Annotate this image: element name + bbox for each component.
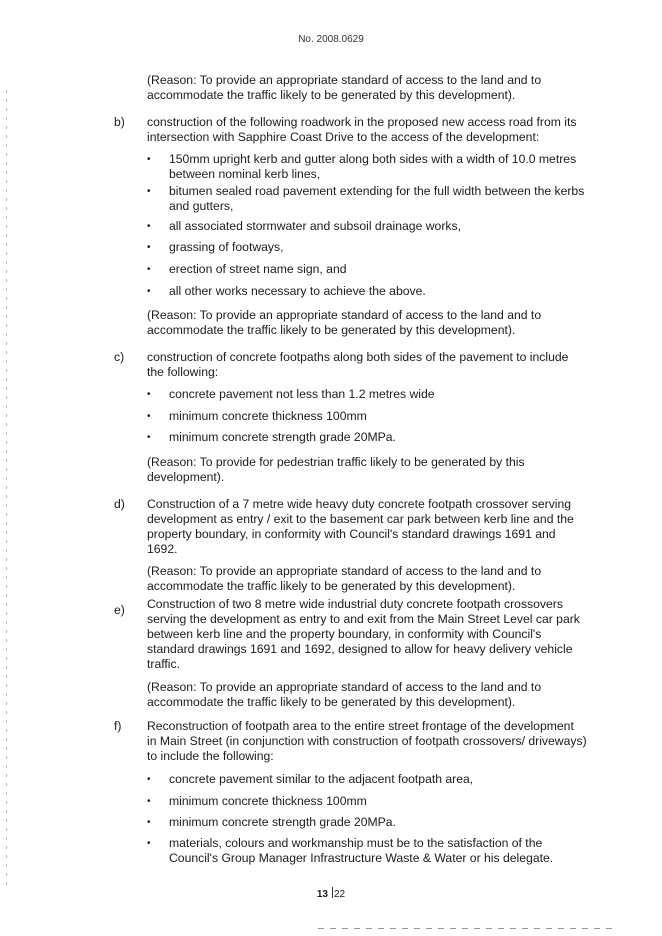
bullet-text: between nominal kerb lines, (169, 167, 321, 181)
item-d-text: property boundary, in conformity with Council's standard drawings 1691 and (147, 527, 556, 541)
item-letter-b: b) (114, 115, 125, 129)
reason-line: accommodate the traffic likely to be generated by this development). (147, 695, 516, 709)
bullet-text: and gutters, (169, 199, 234, 213)
item-b-text: intersection with Sapphire Coast Drive to the access of the development: (147, 130, 540, 144)
item-b-text: construction of the following roadwork in the proposed new access road from its (147, 115, 577, 129)
reason-line: (Reason: To provide an appropriate standard of access to the land and to (147, 564, 542, 578)
total-pages: 22 (334, 889, 346, 900)
bullet-marker: • (147, 389, 151, 400)
document-number: No. 2008.0629 (298, 34, 364, 45)
bullet-text: concrete pavement not less than 1.2 metres wide (169, 387, 435, 401)
bullet-text: concrete pavement similar to the adjacent footpath area, (169, 772, 474, 786)
item-e-text: traffic. (147, 657, 180, 671)
bullet-marker: • (147, 432, 151, 443)
item-d-text: development as entry / exit to the basement car park between kerb line and the (147, 512, 574, 526)
bullet-text: erection of street name sign, and (169, 262, 347, 276)
item-d-text: Construction of a 7 metre wide heavy duty concrete footpath crossover serving (147, 497, 572, 511)
item-letter-d: d) (114, 497, 125, 511)
reason-line: accommodate the traffic likely to be generated by this development). (147, 323, 516, 337)
item-letter-e: e) (114, 603, 125, 617)
bullet-text: all other works necessary to achieve the above. (169, 284, 426, 298)
bullet-text: grassing of footways, (169, 240, 284, 254)
reason-line: accommodate the traffic likely to be generated by this development). (147, 88, 516, 102)
scan-bottom-rule (318, 928, 618, 929)
bullet-text: minimum concrete strength grade 20MPa. (169, 430, 396, 444)
reason-line: (Reason: To provide for pedestrian traffic likely to be generated by this (147, 455, 525, 469)
item-c-text: the following: (147, 365, 219, 379)
scan-edge-line (6, 90, 7, 890)
bullet-text: minimum concrete thickness 100mm (169, 794, 367, 808)
item-e-text: standard drawings 1691 and 1692, designed to allow for heavy delivery vehicle (147, 642, 573, 656)
item-letter-c: c) (114, 350, 125, 364)
reason-line: (Reason: To provide an appropriate standard of access to the land and to (147, 308, 542, 322)
reason-line: (Reason: To provide an appropriate standard of access to the land and to (147, 680, 542, 694)
bullet-text: bitumen sealed road pavement extending for the full width between the kerbs (169, 184, 585, 198)
bullet-marker: • (147, 264, 151, 275)
item-c-text: construction of concrete footpaths along both sides of the pavement to include (147, 350, 569, 364)
bullet-marker: • (147, 154, 151, 165)
reason-line: accommodate the traffic likely to be generated by this development). (147, 579, 516, 593)
bullet-marker: • (147, 242, 151, 253)
bullet-marker: • (147, 186, 151, 197)
item-letter-f: f) (114, 719, 122, 733)
bullet-text: minimum concrete strength grade 20MPa. (169, 815, 396, 829)
bullet-marker: • (147, 286, 151, 297)
item-e-text: Construction of two 8 metre wide industrial duty concrete footpath crossovers (147, 597, 563, 611)
bullet-marker: • (147, 838, 151, 849)
item-f-text: in Main Street (in conjunction with construction of footpath crossovers/ driveways) (147, 734, 587, 748)
page-footer (0, 887, 662, 900)
bullet-marker: • (147, 221, 151, 232)
reason-line: development). (147, 470, 225, 484)
item-f-text: Reconstruction of footpath area to the entire street frontage of the development (147, 719, 574, 733)
bullet-text: Council's Group Manager Infrastructure Waste & Water or his delegate. (169, 851, 554, 865)
item-d-text: 1692. (147, 542, 178, 556)
reason-line: (Reason: To provide an appropriate standard of access to the land and to (147, 73, 542, 87)
bullet-marker: • (147, 796, 151, 807)
page-separator (332, 887, 333, 898)
item-e-text: serving the development as entry to and exit from the Main Street Level car park (147, 612, 580, 626)
item-f-text: to include the following: (147, 749, 274, 763)
current-page-number: 13 (316, 889, 328, 900)
item-e-text: between kerb line and the property boundary, in conformity with Council's (147, 627, 542, 641)
bullet-marker: • (147, 411, 151, 422)
bullet-marker: • (147, 817, 151, 828)
bullet-text: all associated stormwater and subsoil drainage works, (169, 219, 461, 233)
bullet-text: 150mm upright kerb and gutter along both sides with a width of 10.0 metres (169, 152, 577, 166)
bullet-marker: • (147, 774, 151, 785)
bullet-text: materials, colours and workmanship must be to the satisfaction of the (169, 836, 543, 850)
bullet-text: minimum concrete thickness 100mm (169, 409, 367, 423)
